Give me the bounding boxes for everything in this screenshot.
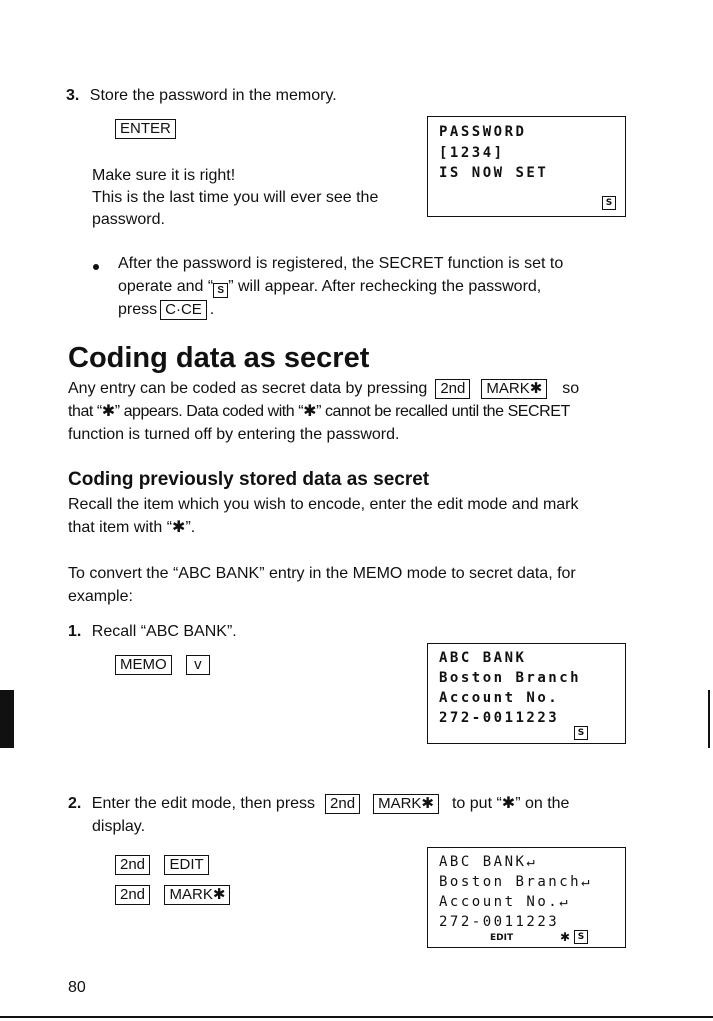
thumb-index-tab	[0, 690, 14, 748]
bullet-line-3: press C·CE .	[118, 301, 215, 318]
step-number: 3.	[66, 87, 80, 104]
2nd-key: 2nd	[435, 379, 470, 399]
section-1-line-1: Any entry can be coded as secret data by pressing 2nd MARK✱ so	[68, 380, 580, 397]
secret-indicator-icon: S	[213, 283, 228, 298]
bullet-line-1: After the password is registered, the SECRET function is set to	[118, 255, 564, 272]
lcd-display-abc-bank	[427, 643, 626, 744]
lcd-line: [1234]	[439, 145, 505, 161]
step-title: Store the password in the memory.	[89, 87, 337, 104]
step-title: Enter the edit mode, then press	[91, 795, 316, 812]
step-1-keys	[115, 653, 213, 677]
2nd-key: 2nd	[115, 885, 150, 905]
lcd-line: IS NOW SET	[439, 165, 549, 181]
section-1-line-2: that “✱” appears. Data coded with “✱” cannot be recalled until the SECRET	[68, 403, 570, 420]
2nd-key: 2nd	[115, 855, 150, 875]
step-2-keys-row-1	[115, 853, 212, 877]
subsection-line-2: that item with “✱”.	[68, 519, 196, 536]
mark-key: MARK✱	[164, 885, 230, 905]
step-title: Recall “ABC BANK”.	[91, 623, 237, 640]
step-3-line-1: Make sure it is right!	[92, 167, 236, 184]
step-2-line-2: display.	[92, 818, 146, 835]
lcd-line: Account No.	[439, 690, 560, 706]
page-edge-mark	[708, 690, 710, 748]
page-number: 80	[68, 979, 86, 996]
step-3	[66, 84, 337, 108]
edit-key: EDIT	[164, 855, 208, 875]
enter-key: ENTER	[115, 117, 176, 141]
lcd-line: PASSWORD	[439, 124, 527, 140]
mark-key: MARK✱	[373, 794, 439, 814]
cce-key: C·CE	[160, 300, 207, 320]
step-1	[68, 620, 237, 644]
lcd-line: ABC BANK	[439, 650, 527, 666]
lcd-line: ABC BANK↵	[439, 854, 538, 870]
page-bottom-rule	[0, 1016, 713, 1018]
memo-key: MEMO	[115, 655, 172, 675]
step-3-line-3: password.	[92, 211, 165, 228]
step-number: 1.	[68, 623, 82, 640]
step-3-line-2: This is the last time you will ever see the	[92, 189, 379, 206]
step-2: 2. Enter the edit mode, then press 2nd MARK✱ to put “✱” on the	[68, 795, 570, 812]
lcd-line: 272-0011223	[439, 710, 560, 726]
secret-indicator-icon: S	[574, 726, 588, 740]
edit-mode-indicator: EDIT	[490, 933, 514, 943]
lcd-line: Boston Branch↵	[439, 874, 593, 890]
secret-mark-icon: ✱	[560, 930, 571, 944]
mark-key: MARK✱	[481, 379, 547, 399]
secret-indicator-icon: S	[574, 930, 588, 944]
lcd-line: Account No.↵	[439, 894, 571, 910]
down-key: v	[186, 655, 210, 675]
lcd-display-password	[427, 116, 626, 217]
2nd-key: 2nd	[325, 794, 360, 814]
section-1-line-3: function is turned off by entering the password.	[68, 426, 400, 443]
subsection-line-3: To convert the “ABC BANK” entry in the MEMO mode to secret data, for	[68, 565, 576, 582]
step-number: 2.	[68, 795, 82, 812]
bullet-icon	[93, 264, 99, 270]
step-2-keys-row-2	[115, 883, 233, 907]
bullet-line-2: operate and “ S ” will appear. After rechecking the password,	[118, 278, 542, 296]
subsection-heading: Coding previously stored data as secret	[68, 469, 430, 490]
secret-indicator-icon: S	[602, 196, 616, 210]
lcd-display-edit-mode	[427, 847, 626, 948]
section-heading: Coding data as secret	[68, 342, 370, 374]
lcd-line: 272-0011223	[439, 914, 560, 930]
subsection-line-4: example:	[68, 588, 133, 605]
subsection-line-1: Recall the item which you wish to encode, enter the edit mode and mark	[68, 496, 579, 513]
lcd-line: Boston Branch	[439, 670, 582, 686]
